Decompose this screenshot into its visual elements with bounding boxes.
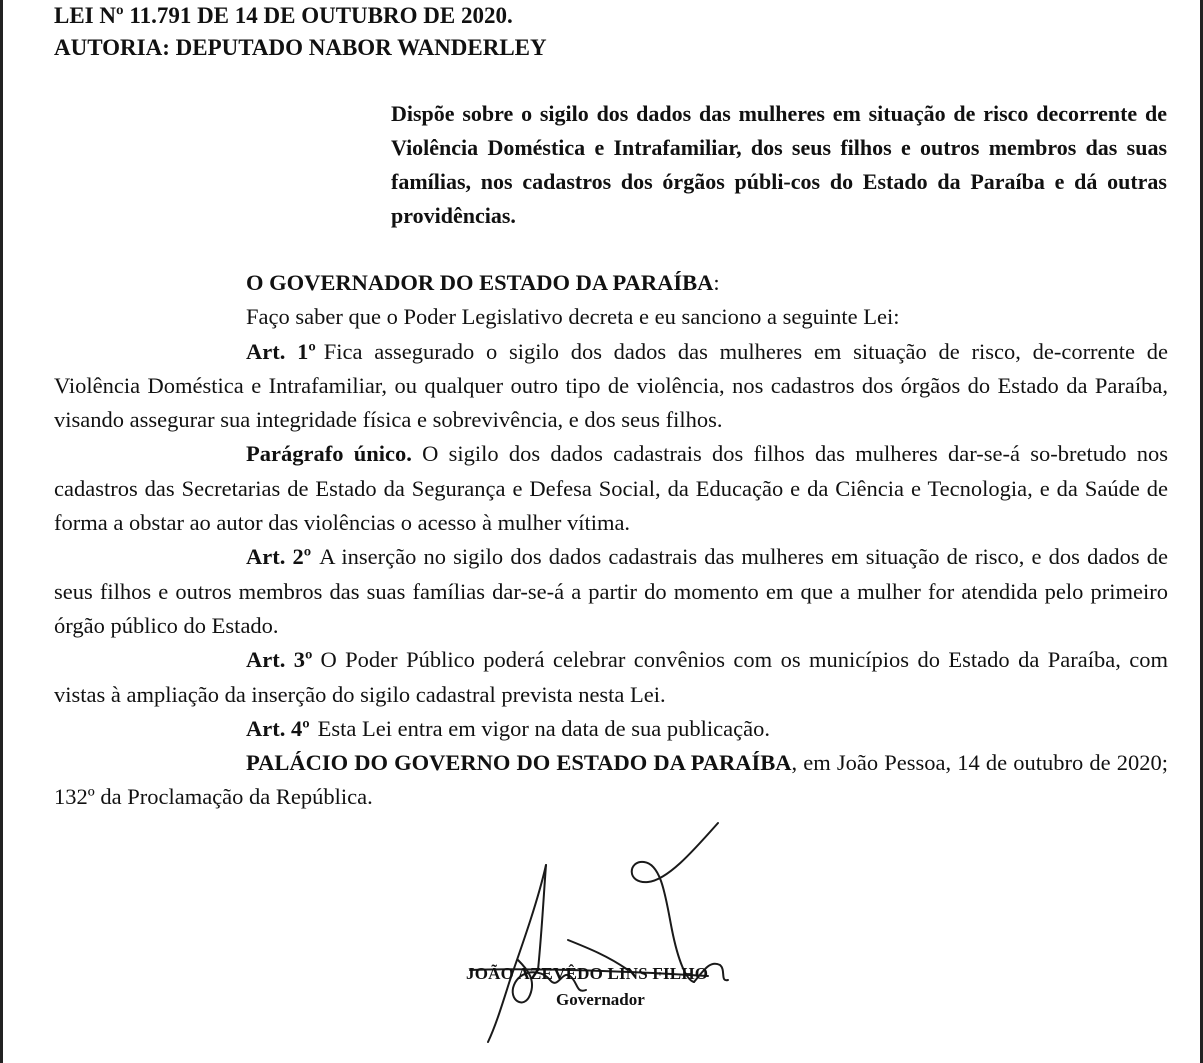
article-1 bbox=[54, 335, 1168, 438]
article-4 bbox=[54, 712, 1168, 746]
law-authorship: AUTORIA: DEPUTADO NABOR WANDERLEY bbox=[54, 35, 547, 60]
article-1-label: Art. 1º bbox=[246, 338, 316, 364]
intro-paragraph: Faço saber que o Poder Legislativo decreta e eu sanciono a seguinte Lei: bbox=[246, 304, 900, 330]
law-title: LEI Nº 11.791 DE 14 DE OUTUBRO DE 2020. bbox=[54, 3, 513, 28]
palace-label: PALÁCIO DO GOVERNO DO ESTADO DA PARAÍBA bbox=[246, 750, 792, 776]
law-ementa: Dispõe sobre o sigilo dos dados das mulheres em situação de risco decorrente de Violência Doméstica e Intrafamiliar, dos seus filhos e outros membros das suas famílias, nos cadastros dos órgãos públi-cos do Estado da Paraíba e dá outras providências. bbox=[391, 101, 1167, 228]
article-2 bbox=[54, 540, 1168, 643]
article-3-text: O Poder Público poderá celebrar convênios com os municípios do Estado da Paraíba, com vistas à ampliação da inserção do sigilo cadastral prevista nesta Lei. bbox=[54, 647, 1169, 707]
article-2-label: Art. 2º bbox=[246, 544, 312, 570]
article-4-label: Art. 4º bbox=[246, 715, 310, 741]
article-3 bbox=[54, 643, 1168, 712]
palace-closing bbox=[54, 746, 1168, 815]
palace-text: , em João Pessoa, 14 de outubro de 2020; 132º da Proclamação da República. bbox=[54, 750, 1168, 810]
article-2-text: A inserção no sigilo dos dados cadastrais das mulheres em situação de risco, e dos dados de seus filhos e outros membros das suas famílias dar-se-á a partir do momento em que a mulher for atendida pelo primeiro órgão público do Estado. bbox=[54, 544, 1168, 638]
governor-heading-suffix: : bbox=[713, 270, 720, 295]
paragrafo-unico bbox=[54, 437, 1168, 540]
signatory-role: Governador bbox=[556, 990, 645, 1009]
handwritten-signature-icon bbox=[458, 820, 778, 1060]
document-header bbox=[54, 0, 1168, 64]
governor-heading-line bbox=[54, 266, 1168, 300]
article-4-text: Esta Lei entra em vigor na data de sua publicação. bbox=[317, 715, 770, 741]
article-1-text: Fica assegurado o sigilo dos dados das mulheres em situação de risco, de-corrente de Violência Doméstica e Intrafamiliar, ou qualquer outro tipo de violência, nos cadastros dos órgãos do Estado da Paraíba, visando assegurar sua integridade física e sobrevivência, e dos seus filhos. bbox=[54, 338, 1169, 433]
law-body bbox=[54, 266, 1168, 815]
signatory-name: JOÃO AZEVÊDO LINS FILHO bbox=[466, 964, 709, 983]
paragrafo-unico-label: Parágrafo único. bbox=[246, 441, 412, 467]
article-3-label: Art. 3º bbox=[246, 647, 313, 673]
governor-heading: O GOVERNADOR DO ESTADO DA PARAÍBA bbox=[246, 270, 714, 295]
paragrafo-unico-text: O sigilo dos dados cadastrais dos filhos das mulheres dar-se-á so-bretudo nos cadastros das Secretarias de Estado da Segurança e Defesa Social, da Educação e da Ciência e Tecnologia, e da Saúde de forma a obstar ao autor das violências o acesso à mulher vítima. bbox=[54, 441, 1168, 536]
